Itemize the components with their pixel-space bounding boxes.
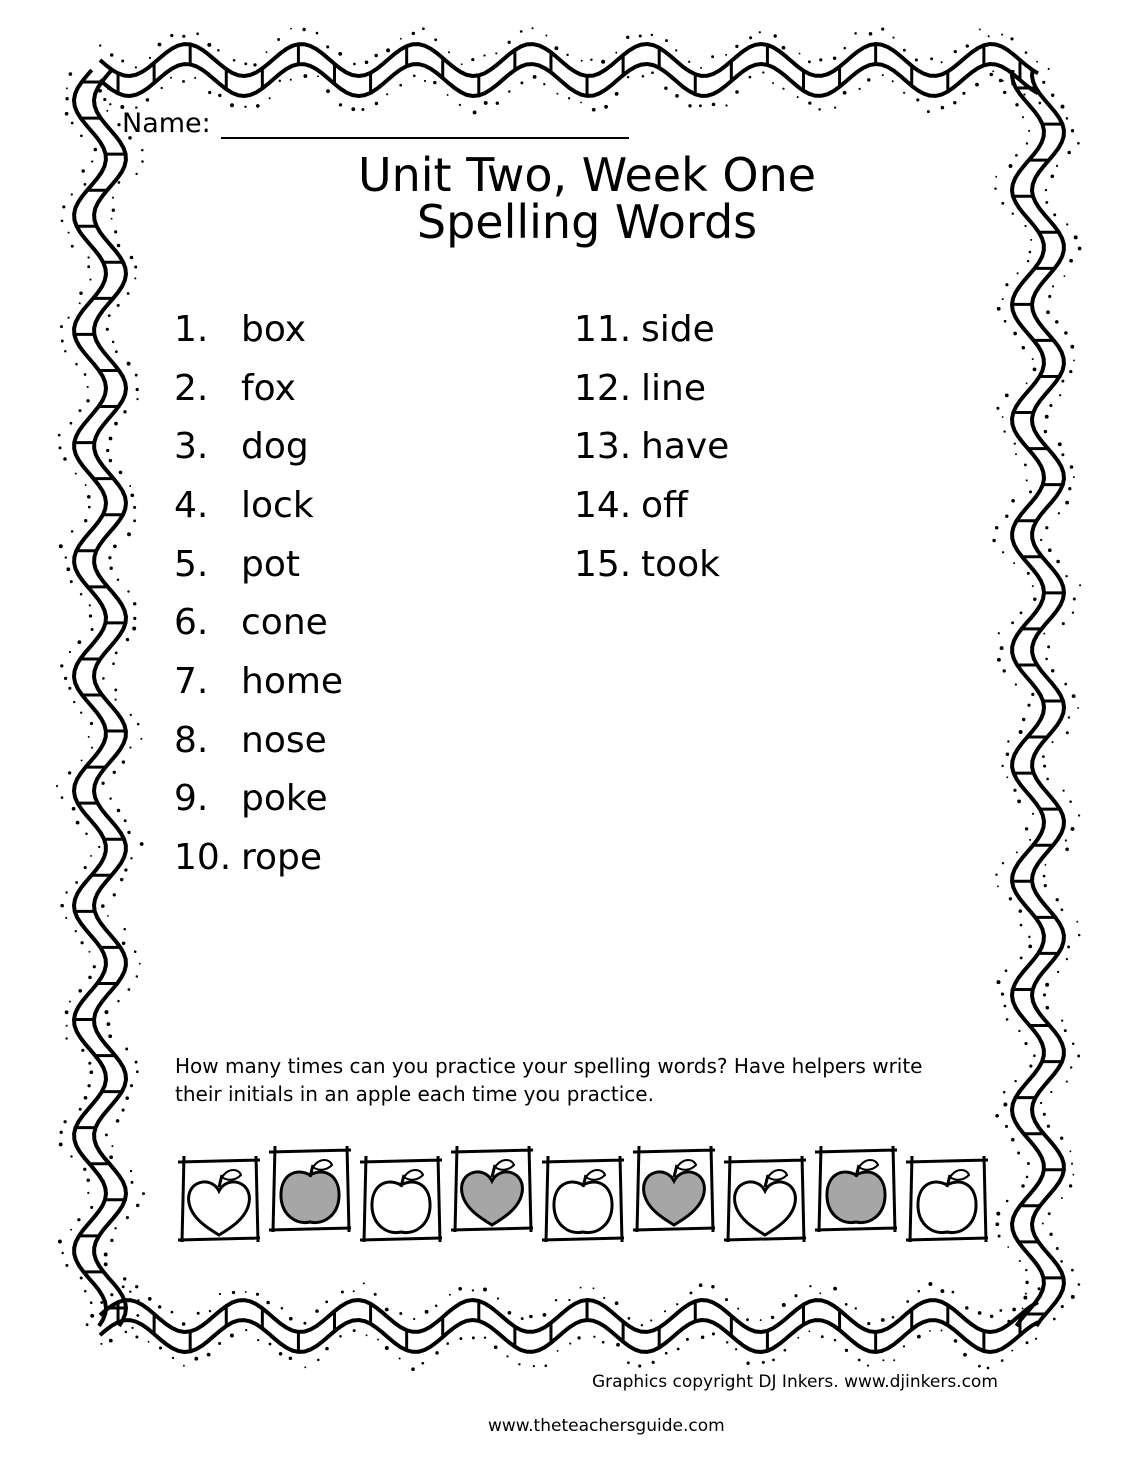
word-text: rope xyxy=(241,837,323,879)
word-number: 1. xyxy=(174,308,209,350)
page-title-line2: Spelling Words xyxy=(416,195,758,249)
page-title-line1: Unit Two, Week One xyxy=(357,148,817,202)
heart-apple-icon xyxy=(178,1156,260,1242)
word-text: dog xyxy=(241,426,309,468)
apple-tracker-row xyxy=(178,1142,998,1244)
word-number: 13. xyxy=(574,426,632,468)
name-label: Name: xyxy=(122,108,211,139)
apple-icon xyxy=(269,1146,351,1232)
word-text: took xyxy=(641,543,721,585)
word-text: have xyxy=(641,426,730,468)
word-number: 10. xyxy=(174,837,232,879)
word-text: nose xyxy=(241,719,327,761)
word-number: 8. xyxy=(174,719,209,761)
word-item xyxy=(574,535,729,594)
word-item xyxy=(174,300,343,359)
word-text: off xyxy=(641,484,688,526)
apple-icon xyxy=(542,1156,624,1242)
word-text: home xyxy=(241,660,344,702)
word-number: 4. xyxy=(174,484,209,526)
word-text: fox xyxy=(241,367,296,409)
instructions-line: How many times can you practice your spelling words? Have helpers write xyxy=(175,1054,923,1078)
word-text: poke xyxy=(241,778,328,820)
word-number: 9. xyxy=(174,778,209,820)
word-text: lock xyxy=(241,484,314,526)
word-text: box xyxy=(241,308,307,350)
word-item xyxy=(174,417,343,476)
word-item xyxy=(574,417,729,476)
word-item xyxy=(174,770,343,829)
word-number: 14. xyxy=(574,484,632,526)
word-item xyxy=(174,652,343,711)
word-number: 7. xyxy=(174,660,209,702)
word-item xyxy=(174,359,343,418)
word-text: pot xyxy=(241,543,300,585)
apple-icon xyxy=(815,1146,897,1232)
word-number: 2. xyxy=(174,367,209,409)
word-list-right xyxy=(574,300,729,593)
word-number: 5. xyxy=(174,543,209,585)
word-number: 6. xyxy=(174,602,209,644)
apple-tracker-graphics xyxy=(178,1142,998,1244)
word-item xyxy=(574,476,729,535)
word-list-left xyxy=(174,300,343,887)
heart-apple-icon xyxy=(633,1146,715,1232)
word-item xyxy=(174,593,343,652)
apple-icon xyxy=(906,1156,988,1242)
word-item xyxy=(174,476,343,535)
heart-apple-icon xyxy=(451,1146,533,1232)
practice-instructions xyxy=(175,1052,975,1108)
word-text: cone xyxy=(241,602,328,644)
instructions-line: their initials in an apple each time you practice. xyxy=(175,1082,654,1106)
word-item xyxy=(574,300,729,359)
word-number: 12. xyxy=(574,367,632,409)
word-item xyxy=(174,535,343,594)
site-url: www.theteachersguide.com xyxy=(488,1416,725,1436)
heart-apple-icon xyxy=(724,1156,806,1242)
name-blank-line xyxy=(221,109,629,139)
name-field xyxy=(122,108,629,139)
apple-icon xyxy=(360,1156,442,1242)
word-number: 11. xyxy=(574,308,632,350)
word-item xyxy=(174,828,343,887)
word-text: line xyxy=(641,367,706,409)
word-text: side xyxy=(641,308,715,350)
graphics-credit: Graphics copyright DJ Inkers. www.djinkers.com xyxy=(592,1372,998,1392)
word-item xyxy=(574,359,729,418)
word-number: 3. xyxy=(174,426,209,468)
word-item xyxy=(174,711,343,770)
word-number: 15. xyxy=(574,543,632,585)
